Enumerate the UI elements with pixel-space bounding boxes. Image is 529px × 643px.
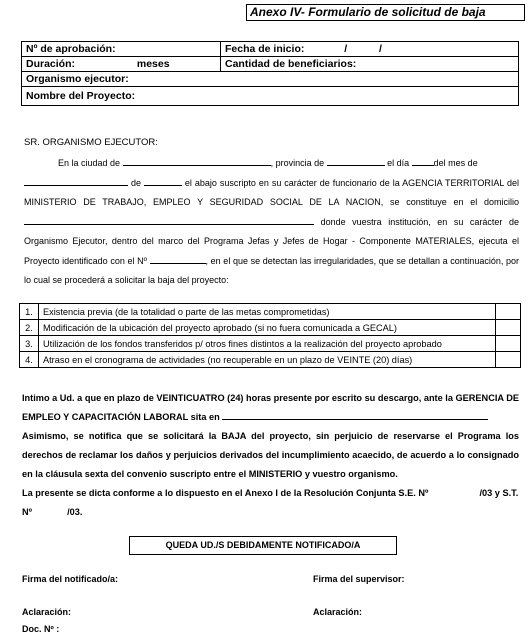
year-blank[interactable] (144, 175, 182, 186)
months-label: meses (136, 57, 170, 70)
letter-body (24, 154, 519, 291)
approval-number-field[interactable] (22, 42, 221, 57)
date-separator: / (344, 42, 348, 55)
item-text: Existencia previa (de la totalidad o parte de las metas comprometidas) (39, 304, 496, 320)
letter-text: donde vuestra institución, en su carácter de Organismo Ejecutor, dentro del marco del Programa Jefas y Jefes de Hogar - Componente MATERIALES, ejecuta el Proyecto identificado con el Nº (24, 216, 519, 266)
executing-organism-label: Organismo ejecutor: (26, 72, 129, 85)
approval-number-label: Nº de aprobación: (26, 42, 116, 55)
letter-text: el abajo suscripto en su carácter de funcionario de la AGENCIA TERRITORIAL del MINISTERIO DE TRABAJO, EMPLEO Y SEGURIDAD SOCIAL DE LA NACION, se constituye en el domicilio (24, 177, 519, 207)
notice-text: Intimo a Ud. a que en plazo de VEINTICUATRO (24) horas presente por escrito su descargo, ante la GERENCIA DE EMPLEO Y CAPACITACIÓN LABORAL sita en (22, 393, 519, 422)
clarification-label-right: Aclaración: (313, 607, 363, 617)
office-address-blank[interactable] (222, 409, 488, 420)
notice-text: /03. (67, 507, 83, 517)
item-number: 1. (20, 304, 39, 320)
table-row (20, 320, 521, 336)
notice-text: Asimismo, se notifica que se solicitará la BAJA del proyecto, sin perjuicio de reservarse el Programa los derechos de reclamar los daños y perjuicios derivados del incumplimiento acaecido, de acuerdo a lo consignado en la cláusula sexta del convenio suscripto entre el MINISTERIO y vuestro organismo. (22, 431, 519, 479)
executing-organism-field[interactable] (22, 72, 519, 87)
date-separator: / (378, 42, 382, 55)
start-date-label: Fecha de inicio: (225, 42, 305, 55)
header-table (21, 41, 519, 106)
project-number-blank[interactable] (150, 253, 206, 264)
item-number: 4. (20, 352, 39, 368)
month-blank[interactable] (24, 175, 128, 186)
notice-text: Nº (22, 507, 32, 517)
project-name-label: Nombre del Proyecto: (26, 89, 136, 102)
project-name-field[interactable] (22, 87, 519, 106)
letter-text: el día (387, 158, 410, 168)
letter-text: de (130, 177, 141, 188)
supervisor-signature-label: Firma del supervisor: (313, 574, 405, 584)
item-checkbox[interactable] (496, 352, 521, 368)
table-row (20, 352, 521, 368)
irregularities-table (19, 303, 521, 368)
notified-signature-label: Firma del notificado/a: (22, 574, 119, 584)
table-row (20, 304, 521, 320)
letter-text: del mes de (433, 158, 478, 168)
province-blank[interactable] (327, 155, 385, 166)
item-checkbox[interactable] (496, 320, 521, 336)
duration-field[interactable] (22, 57, 221, 72)
clarification-label-left: Aclaración: (22, 607, 72, 617)
table-row (20, 336, 521, 352)
salutation: SR. ORGANISMO EJECUTOR: (24, 137, 158, 148)
notification-box: QUEDA UD./S DEBIDAMENTE NOTIFICADO/A (129, 536, 397, 555)
item-text: Atraso en el cronograma de actividades (no recuperable en un plazo de VEINTE (20) días) (39, 352, 496, 368)
item-checkbox[interactable] (496, 336, 521, 352)
city-blank[interactable] (123, 155, 271, 166)
notice-body (22, 389, 519, 522)
beneficiaries-field[interactable] (221, 57, 519, 72)
beneficiaries-label: Cantidad de beneficiarios: (225, 57, 357, 70)
document-number-label: Doc. Nº : (22, 624, 60, 634)
item-number: 3. (20, 336, 39, 352)
notice-text: /03 y S.T. (479, 488, 519, 498)
notice-text: La presente se dicta conforme a lo dispuesto en el Anexo I de la Resolución Conjunta S.E. Nº (22, 488, 429, 498)
letter-text: , en el que se detectan las irregularidades, que se detallan a continuación, por lo cual se procederá a solicitar la baja del proyecto: (24, 255, 519, 285)
item-number: 2. (20, 320, 39, 336)
start-date-field[interactable] (221, 42, 519, 57)
duration-label: Duración: (26, 57, 76, 70)
letter-text: En la ciudad de (58, 158, 121, 168)
letter-text: , provincia de (270, 158, 325, 168)
address-blank[interactable] (24, 214, 314, 225)
item-text: Utilización de los fondos transferidos p/ otros fines distintos a la realización del proyecto aprobado (39, 336, 496, 352)
item-checkbox[interactable] (496, 304, 521, 320)
item-text: Modificación de la ubicación del proyecto aprobado (si no fuera comunicada a GECAL) (39, 320, 496, 336)
form-title: Anexo IV- Formulario de solicitud de baja (246, 4, 525, 21)
day-blank[interactable] (412, 155, 434, 166)
